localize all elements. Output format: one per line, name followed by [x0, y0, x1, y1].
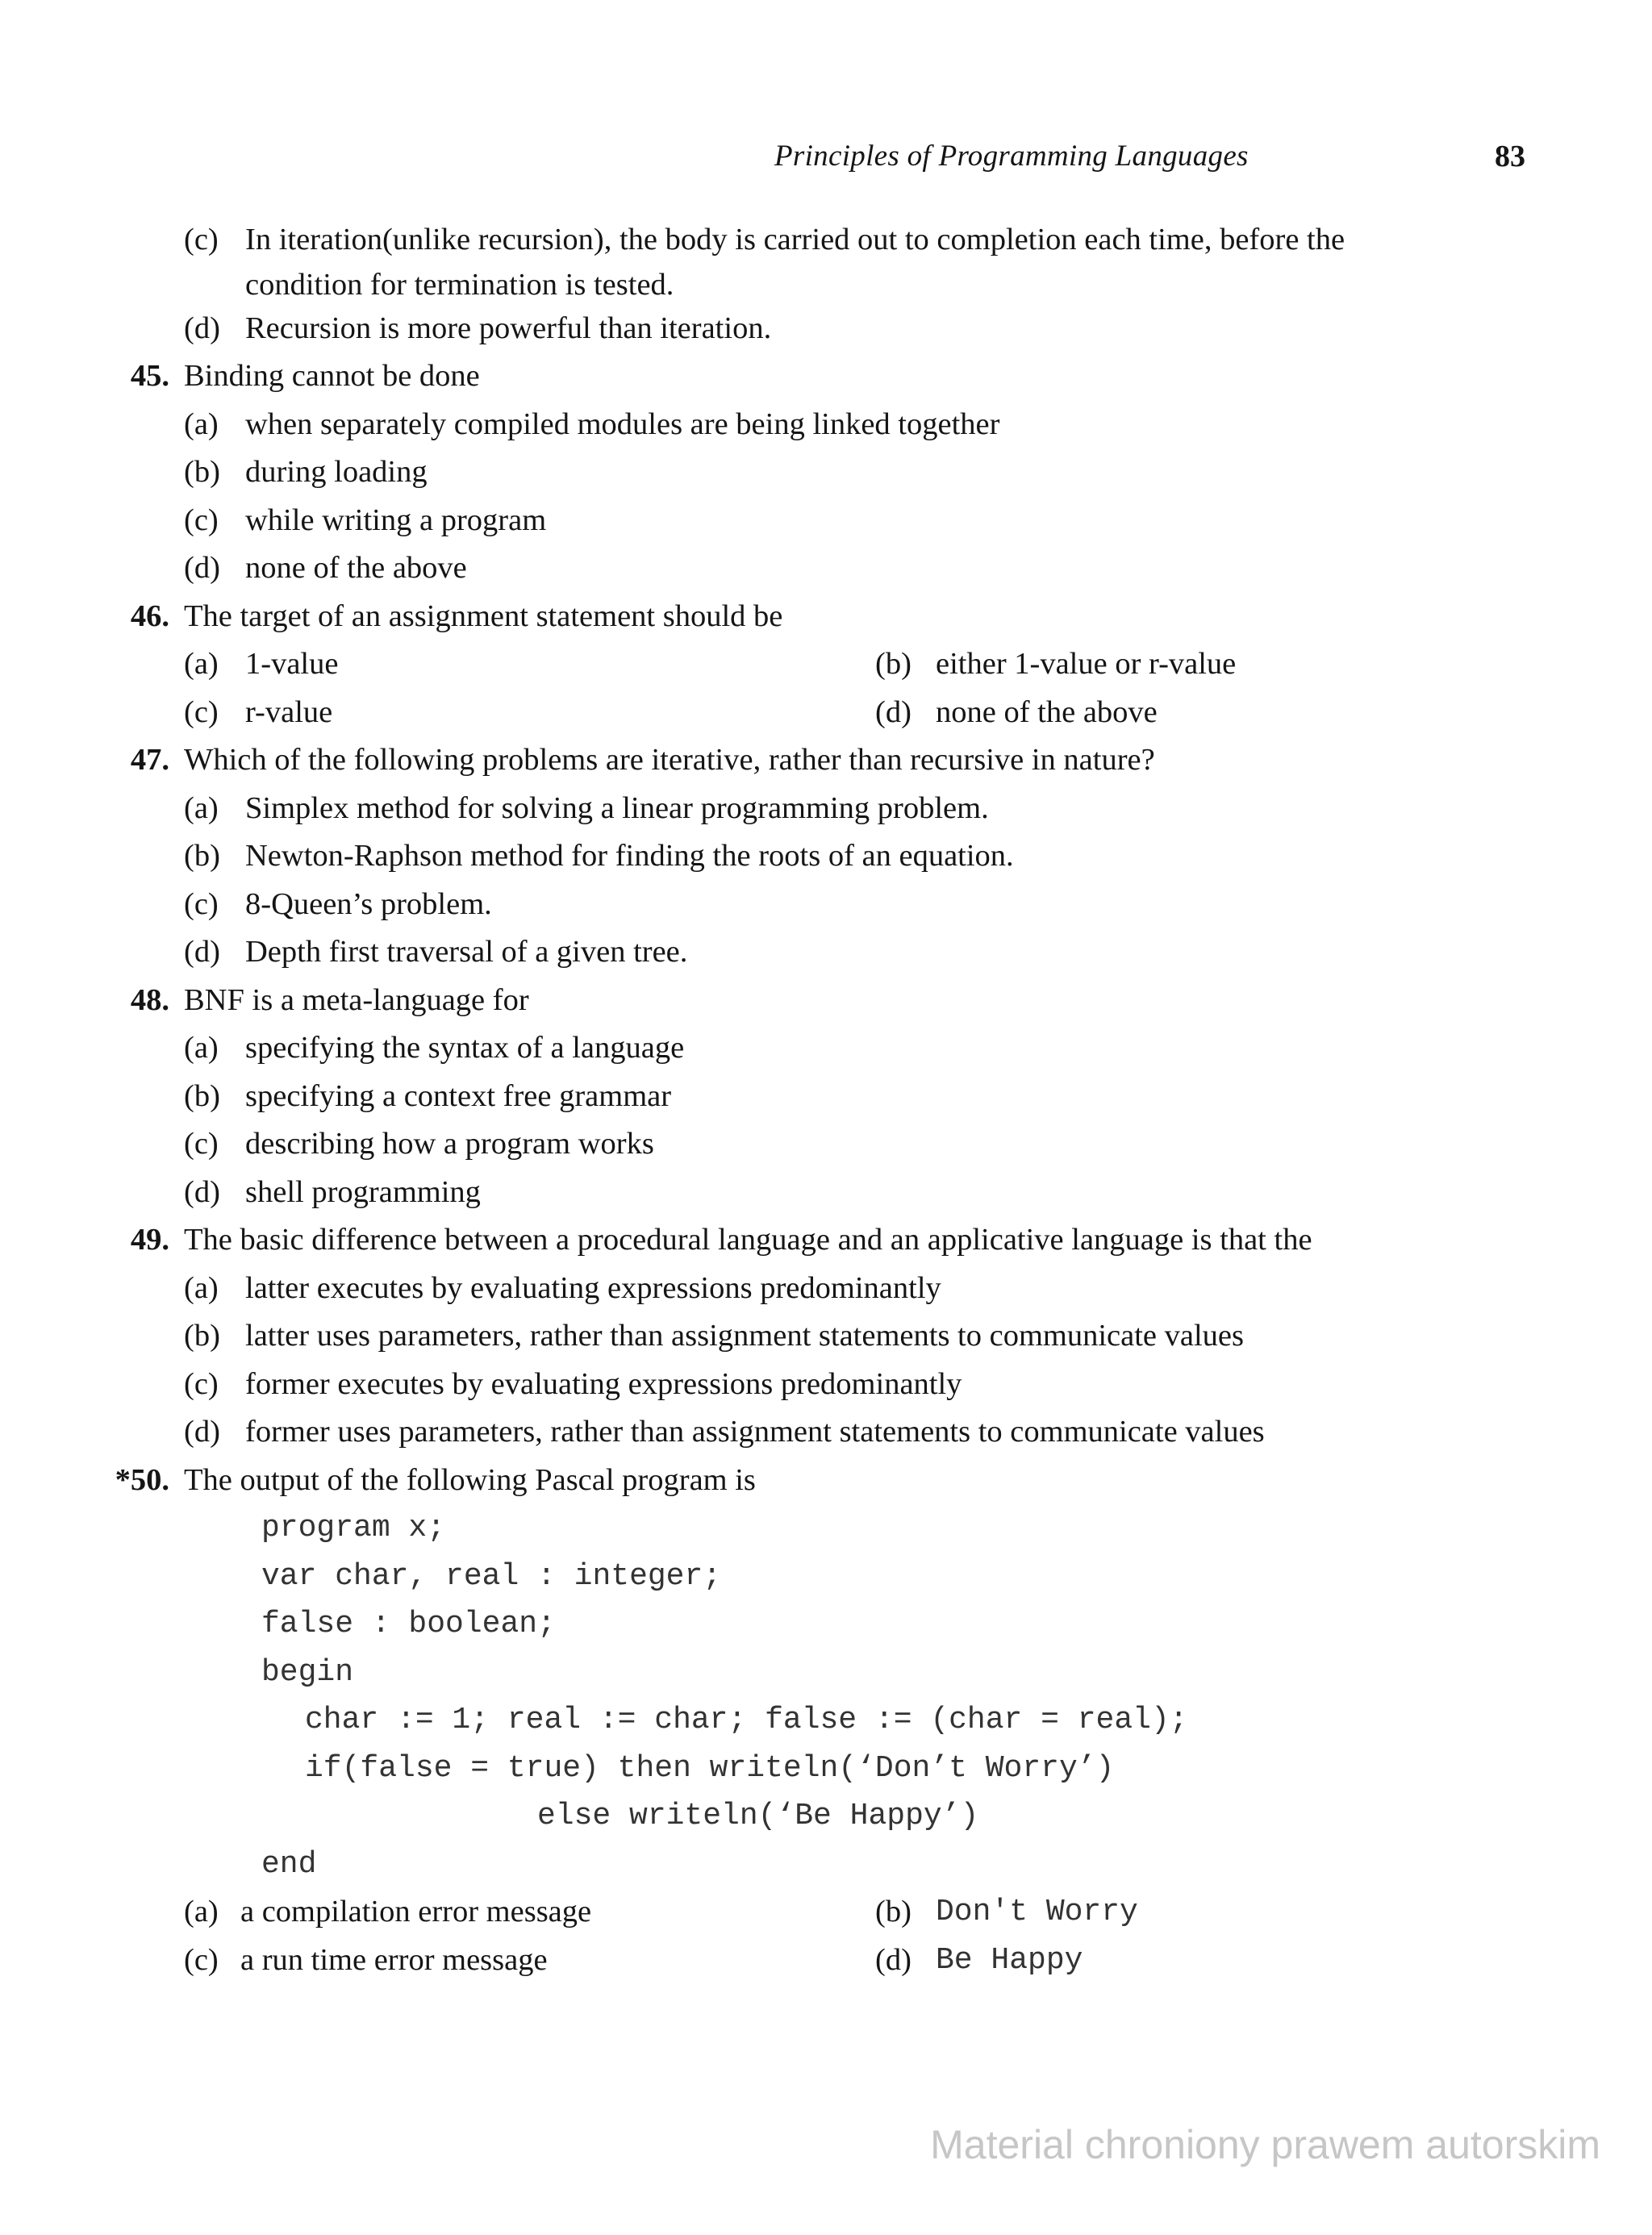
question-number: 45.: [130, 359, 169, 393]
q45-option-d: [0, 544, 1652, 593]
code-text: begin: [261, 1654, 354, 1690]
code-line: [0, 1745, 1652, 1793]
option-label: (a): [184, 1270, 219, 1305]
option-label: (b): [184, 1319, 220, 1353]
code-text: false : boolean;: [261, 1607, 556, 1641]
option-text: r-value: [245, 694, 333, 729]
option-label: (a): [184, 790, 219, 825]
code-text: char := 1; real := char; false := (char = real);: [305, 1703, 1188, 1737]
option-text: former uses parameters, rather than assignment statements to communicate values: [245, 1415, 1265, 1449]
option-text: Depth first traversal of a given tree.: [245, 935, 688, 969]
option-label: (c): [184, 886, 219, 921]
q49-option-c: [0, 1361, 1652, 1409]
option-label: (c): [184, 1366, 219, 1401]
option-label: (c): [184, 223, 219, 256]
q50-options-row-1: [0, 1888, 1652, 1937]
question-text: The target of an assignment statement should be: [184, 598, 783, 633]
option-label: (c): [184, 694, 219, 729]
q48-option-a: [0, 1024, 1652, 1073]
code-line: [0, 1792, 1652, 1841]
q47-option-a: [0, 785, 1652, 833]
option-text: either 1-value or r-value: [936, 647, 1237, 681]
question-number: 48.: [130, 982, 169, 1017]
question-number: 49.: [130, 1223, 169, 1257]
q46-options-row-1: [0, 640, 1652, 689]
question-number: 46.: [130, 598, 169, 633]
question-text: BNF is a meta-language for: [184, 982, 529, 1017]
q49-stem: [0, 1216, 1652, 1265]
code-line: [0, 1841, 1652, 1889]
code-text: else writeln(‘Be Happy’): [537, 1799, 979, 1833]
option-label: (c): [184, 1127, 219, 1161]
code-line: [0, 1696, 1652, 1745]
option-label: (a): [184, 647, 219, 681]
question-number: 47.: [130, 743, 169, 777]
option-text: Don't Worry: [936, 1895, 1138, 1929]
q45-option-a: [0, 401, 1652, 449]
option-text: condition for termination is tested.: [245, 267, 674, 302]
option-label: (d): [184, 1415, 220, 1449]
option-label: (b): [184, 839, 220, 873]
pascal-code-block: [0, 1504, 1652, 1888]
copyright-watermark: Material chroniony prawem autorskim: [930, 2122, 1600, 2167]
option-text: a compilation error message: [240, 1895, 592, 1929]
q47-option-d: [0, 928, 1652, 977]
option-label: (a): [184, 1031, 219, 1065]
code-text: if(false = true) then writeln(‘Don’t Worry’): [305, 1750, 1115, 1786]
option-text: latter uses parameters, rather than assignment statements to communicate values: [245, 1319, 1244, 1353]
q49-option-d: [0, 1408, 1652, 1457]
option-text: while writing a program: [245, 502, 547, 537]
option-text: Recursion is more powerful than iteration.: [245, 311, 772, 345]
option-label: (b): [184, 1078, 220, 1113]
code-text: end: [261, 1846, 317, 1882]
option-label: (c): [184, 1942, 219, 1977]
option-text: a run time error message: [240, 1942, 548, 1977]
q45-stem: [0, 352, 1652, 401]
q49-option-b: [0, 1312, 1652, 1361]
option-label: (d): [875, 694, 912, 729]
q46-options-row-2: [0, 689, 1652, 737]
q50-stem: [0, 1457, 1652, 1505]
option-text: none of the above: [245, 551, 467, 585]
option-text: during loading: [245, 455, 428, 489]
q45-option-b: [0, 448, 1652, 497]
q48-stem: [0, 977, 1652, 1025]
code-line: [0, 1553, 1652, 1601]
q47-stem: [0, 736, 1652, 785]
q48-option-b: [0, 1073, 1652, 1121]
code-line: [0, 1600, 1652, 1649]
question-number: *50.: [115, 1462, 169, 1497]
page-content: [0, 216, 1652, 1984]
option-text: Be Happy: [936, 1942, 1083, 1978]
q50-options-row-2: [0, 1937, 1652, 1985]
option-label: (d): [184, 311, 220, 345]
option-text: shell programming: [245, 1174, 481, 1209]
q46-stem: [0, 593, 1652, 641]
code-line: [0, 1649, 1652, 1697]
q44-option-c-continuation: [0, 265, 1652, 305]
option-text: when separately compiled modules are being linked together: [245, 407, 1000, 441]
q44-option-d: [0, 305, 1652, 353]
code-text: program x;: [261, 1511, 446, 1545]
question-text: The basic difference between a procedural language and an applicative language is that the: [184, 1223, 1312, 1257]
question-text: Binding cannot be done: [184, 359, 480, 393]
question-text: The output of the following Pascal program is: [184, 1462, 756, 1497]
option-text: specifying the syntax of a language: [245, 1031, 685, 1065]
option-label: (b): [875, 1895, 912, 1929]
option-text: Simplex method for solving a linear programming problem.: [245, 790, 989, 825]
running-title: Principles of Programming Languages: [774, 140, 1249, 173]
option-text: In iteration(unlike recursion), the body is carried out to completion each time, before the: [245, 223, 1345, 256]
q48-option-d: [0, 1169, 1652, 1217]
option-text: former executes by evaluating expressions predominantly: [245, 1366, 962, 1401]
option-label: (d): [184, 1174, 220, 1209]
q48-option-c: [0, 1120, 1652, 1169]
option-text: Newton-Raphson method for finding the roots of an equation.: [245, 839, 1014, 873]
question-text: Which of the following problems are iterative, rather than recursive in nature?: [184, 743, 1155, 777]
option-label: (a): [184, 407, 219, 441]
q45-option-c: [0, 497, 1652, 545]
option-label: (c): [184, 502, 219, 537]
option-label: (d): [184, 935, 220, 969]
code-line: [0, 1504, 1652, 1553]
option-label: (d): [875, 1942, 912, 1977]
option-label: (b): [184, 455, 220, 489]
option-text: 1-value: [245, 647, 339, 681]
q49-option-a: [0, 1265, 1652, 1313]
option-label: (d): [184, 551, 220, 585]
option-text: latter executes by evaluating expressions predominantly: [245, 1270, 941, 1305]
code-text: var char, real : integer;: [261, 1558, 722, 1594]
option-text: describing how a program works: [245, 1127, 654, 1161]
option-text: specifying a context free grammar: [245, 1078, 672, 1113]
option-text: none of the above: [936, 694, 1158, 729]
q47-option-b: [0, 832, 1652, 881]
option-text: 8-Queen’s problem.: [245, 886, 492, 921]
q47-option-c: [0, 881, 1652, 929]
option-label: (a): [184, 1895, 219, 1929]
q44-option-c: [0, 216, 1652, 265]
option-label: (b): [875, 647, 912, 681]
page-header: [0, 139, 1652, 187]
page-number: 83: [1495, 140, 1525, 173]
